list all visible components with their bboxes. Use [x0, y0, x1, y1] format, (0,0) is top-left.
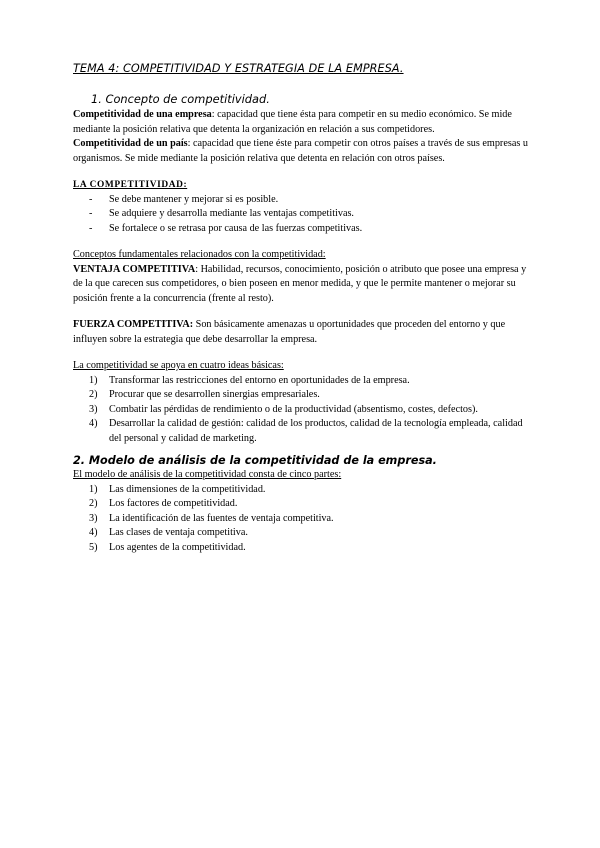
empresa-definition [73, 108, 533, 137]
conceptos-label: Conceptos fundamentales relacionados con la competitividad: [73, 249, 326, 260]
pais-term: Competitividad de un país [73, 138, 188, 149]
list-item: 1) Las dimensiones de la competitividad. [89, 483, 266, 495]
modelo-list [73, 483, 533, 556]
list-item: - Se adquiere y desarrolla mediante las ventajas competitivas. [89, 207, 533, 222]
list-item: 4) Las clases de ventaja competitiva. [89, 527, 248, 538]
section2-heading: 2. Modelo de análisis de la competitividad de la empresa. [73, 454, 437, 467]
competitividad-list [73, 193, 533, 237]
document-page [73, 62, 533, 555]
list-item: 5) Los agentes de la competitividad. [89, 541, 246, 553]
pais-definition [73, 137, 533, 166]
list-item: 1) Transformar las restricciones del entorno en oportunidades de la empresa. [89, 374, 410, 386]
ventaja-definition [73, 263, 533, 307]
pais-text: : capacidad que tiene éste para competir con otros países a través de sus empresas u organismos. Se mide mediante la posición relativa que detenta en relación con otros países. [73, 138, 528, 164]
modelo-label: El modelo de análisis de la competitividad consta de cinco partes: [73, 469, 342, 480]
list-item: 4) Desarrollar la calidad de gestión: calidad de los productos, calidad de la tecnología empleada, calidad del personal y calidad de marketing. [89, 418, 523, 444]
ideas-list [73, 374, 533, 447]
page-title: TEMA 4: COMPETITIVIDAD Y ESTRATEGIA DE LA EMPRESA. [73, 62, 404, 75]
list-item: - Se fortalece o se retrasa por causa de las fuerzas competitivas. [89, 222, 533, 237]
fuerza-term: FUERZA COMPETITIVA: [73, 319, 194, 330]
ventaja-text: : Habilidad, recursos, conocimiento, posición o atributo que posee una empresa y de la que carecen sus competidores, o bien poseen en menor medida, y que le permite mantener o mejorar su posición frente a la concurrencia (frente al resto). [73, 263, 527, 304]
empresa-text: : capacidad que tiene ésta para competir en su medio económico. Se mide mediante la posición relativa que detenta la organización en relación a sus competidores. [73, 109, 512, 135]
fuerza-definition [73, 318, 533, 347]
ideas-label: La competitividad se apoya en cuatro ideas básicas: [73, 360, 284, 371]
ventaja-term: VENTAJA COMPETITIVA [73, 263, 196, 275]
list-item: 2) Procurar que se desarrollen sinergias empresariales. [89, 389, 320, 400]
empresa-term: Competitividad de una empresa [73, 109, 212, 120]
section1-heading: 1. Concepto de competitividad. [91, 92, 270, 106]
competitividad-label: LA COMPETITIVIDAD: [73, 180, 188, 190]
list-item: 2) Los factores de competitividad. [89, 498, 238, 509]
fuerza-text: Son básicamente amenazas u oportunidades que proceden del entorno y que influyen sobre la estrategia que debe desarrollar la empresa. [73, 319, 506, 345]
list-item: - Se debe mantener y mejorar si es posible. [89, 193, 533, 208]
list-item: 3) Combatir las pérdidas de rendimiento o de la productividad (absentismo, costes, defectos). [89, 403, 478, 415]
list-item: 3) La identificación de las fuentes de ventaja competitiva. [89, 512, 334, 524]
